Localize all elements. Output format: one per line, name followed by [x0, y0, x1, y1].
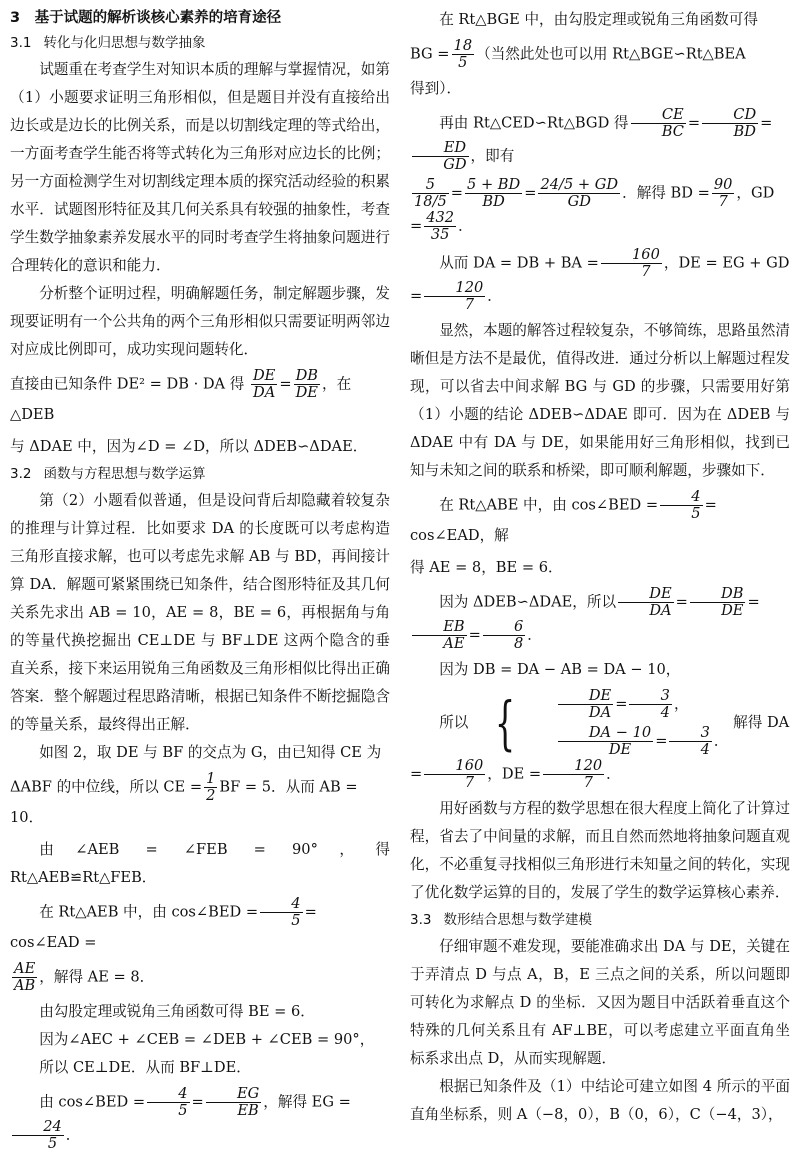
operator: = [468, 626, 481, 644]
equation-system-line [410, 688, 790, 791]
denominator: BC [631, 123, 686, 140]
system-rows [526, 688, 728, 758]
fraction [538, 177, 620, 210]
equation-line [410, 177, 790, 243]
fraction [412, 177, 449, 210]
equation-line [410, 107, 790, 173]
text: 在 Rt△AEB 中，由 cos∠BED = [39, 903, 259, 921]
equation-line [10, 368, 390, 429]
text: 因为 ΔDEB∽ΔDAE，所以 [439, 593, 617, 611]
denominator: 7 [543, 774, 604, 791]
operator: = [524, 184, 537, 202]
denominator: DA [558, 704, 614, 721]
equation-line [10, 771, 390, 832]
denominator: AE [412, 635, 467, 652]
section-number: 3.3 [410, 912, 432, 928]
paragraph: 由勾股定理或锐角三角函数可得 BE = 6． [39, 1003, 315, 1020]
numerator: EG [236, 1085, 260, 1102]
section-title: 转化与化归思想与数学抽象 [43, 35, 206, 51]
section-number: 3.2 [10, 466, 32, 482]
section-number: 3.1 [10, 35, 32, 51]
text: ，解得 AE = 8． [39, 968, 155, 986]
fraction [660, 489, 702, 522]
denominator: 18/5 [414, 193, 447, 210]
equation-line [10, 961, 390, 994]
denominator: 5 [260, 912, 302, 929]
operator: = [450, 184, 464, 202]
paragraph: 如图 2，取 DE 与 BF 的交点为 G，由已知得 CE 为 [39, 744, 382, 761]
text: ，DE = EG + GD = [410, 254, 790, 305]
text: 解得 DA = [410, 714, 790, 783]
denominator: 4 [629, 704, 671, 721]
fraction [12, 961, 37, 994]
denominator: EB [206, 1102, 262, 1119]
numerator: 4 [178, 1085, 188, 1102]
numerator: 24/5 + GD [540, 176, 619, 193]
section-title: 函数与方程思想与数学运算 [43, 466, 206, 482]
text: = cos∠EAD，解 [410, 496, 717, 544]
paragraph: 在 Rt△BGE 中，由勾股定理或锐角三角函数可得 [439, 11, 758, 28]
paragraph: 用好函数与方程的数学思想在很大程度上简化了计算过程，省去了中间量的求解，而且自然而然地将抽象问题直观化，不必重复寻找相似三角形进行未知量之间的转化，实现了优化数学运算的目的，发展了学生的数学运算核心素养． [410, 800, 790, 901]
operator: = [655, 732, 668, 750]
numerator: 1 [206, 770, 216, 787]
text: BF = 5．从而 AB = 10． [10, 778, 358, 826]
denominator: DE [558, 741, 654, 758]
text: ． [527, 626, 542, 644]
denominator: 5 [147, 1102, 189, 1119]
text: 所以 [439, 714, 469, 731]
denominator: DE [294, 384, 320, 401]
text: 再由 Rt△CED∽Rt△BGD 得 [439, 114, 629, 132]
numerator: 432 [426, 209, 455, 226]
equation-line [10, 896, 390, 957]
section-3-2-heading [10, 461, 390, 487]
paragraph: 所以 CE⊥DE．从而 BF⊥DE． [39, 1059, 251, 1076]
numerator: DA − 10 [588, 724, 652, 741]
numerator: 6 [514, 618, 524, 635]
numerator: 4 [691, 488, 701, 505]
fraction [712, 177, 735, 210]
equation-line [410, 489, 790, 550]
denominator: 7 [601, 263, 662, 280]
fraction [618, 586, 674, 619]
text: ． [713, 732, 729, 750]
denominator: 7 [712, 193, 735, 210]
fraction [424, 758, 485, 791]
paragraph: 根据已知条件及（1）中结论可建立如图 4 所示的平面直角坐标系，则 A（−8，0），B（0，6），C（−4，3）， [410, 1078, 790, 1123]
text: 直接由已知条件 DE² = DB · DA 得 [10, 375, 245, 393]
denominator: 4 [669, 741, 711, 758]
denominator: 2 [206, 787, 216, 804]
paragraph: 由∠AEB = ∠FEB = 90°，得 Rt△AEB≌Rt△FEB． [10, 841, 390, 886]
denominator: 7 [424, 774, 485, 791]
operator: = [747, 593, 760, 611]
fraction [12, 1119, 64, 1152]
denominator: 5 [660, 505, 702, 522]
text: ． [65, 1126, 81, 1144]
numerator: 5 [425, 176, 436, 193]
numerator: 18 [453, 37, 473, 54]
fraction [412, 619, 467, 652]
brace: { [495, 689, 516, 757]
numerator: 90 [713, 176, 733, 193]
fraction [452, 38, 475, 71]
operator: = [615, 695, 628, 713]
denominator: AB [14, 977, 36, 994]
operator: = [687, 114, 701, 132]
text: 由 cos∠BED = [39, 1093, 146, 1111]
numerator: 3 [660, 687, 670, 704]
numerator: 5 + BD [467, 176, 521, 193]
denominator: DE [690, 602, 746, 619]
text: 从而 DA = DB + BA = [439, 254, 599, 272]
numerator: 120 [455, 279, 484, 296]
numerator: DE [588, 687, 612, 704]
text: ． [487, 287, 502, 305]
operator: = [279, 375, 292, 393]
fraction [412, 140, 469, 173]
equation-line [10, 1086, 390, 1152]
denominator: 8 [483, 635, 525, 652]
numerator: CD [733, 106, 757, 123]
text: ，在△DEB [10, 375, 352, 423]
equation-line [410, 586, 790, 652]
text: = cos∠EAD = [10, 903, 317, 951]
paragraph: 第（2）小题看似普通，但是设问背后却隐藏着较复杂的推理与计算过程．比如要求 DA 的长度既可以考虑构造三角形直接求解，也可以考虑先求解 AB 与 BD，再间接计算 DA．解题可紧紧围绕已知条件，结合图形特征及其几何关系先求出 AB = 10，AE = 8，BE = 6，再根据角与角的等量代换挖掘出 CE⊥DE 与 BF⊥DE 这两个隐含的垂直关系，接下来运用锐角三角函数及三角形相似比得出正确答案．整个解题过程思路清晰，根据已知条件不断挖掘隐含的等量关系，最终得出正解． [10, 492, 390, 733]
fraction [631, 107, 686, 140]
fraction [465, 177, 522, 210]
numerator: ED [443, 139, 467, 156]
text: ΔABF 的中位线，所以 CE = [10, 778, 203, 796]
numerator: 120 [574, 757, 603, 774]
fraction [669, 725, 711, 758]
denominator: DA [251, 384, 277, 401]
fraction [294, 368, 320, 401]
section-3-1-heading [10, 30, 390, 56]
denominator: GD [412, 156, 469, 173]
text: ． [606, 765, 621, 783]
fraction [147, 1086, 189, 1119]
denominator: 7 [424, 296, 485, 313]
text: ， [673, 695, 689, 713]
fraction [260, 896, 302, 929]
text: ，GD = [410, 184, 775, 235]
equation-line [410, 247, 790, 313]
text: ，DE = [487, 765, 542, 783]
denominator: DA [618, 602, 674, 619]
fraction [558, 725, 654, 758]
text: ． [458, 217, 473, 235]
system-row [526, 725, 728, 758]
left-column [10, 6, 390, 1156]
operator: = [191, 1093, 204, 1111]
denominator: 5 [452, 54, 475, 71]
paragraph: 得 AE = 8，BE = 6． [410, 559, 563, 576]
text: BG = [410, 45, 450, 63]
fraction [558, 688, 614, 721]
text: ，即有 [470, 147, 515, 165]
numerator: 160 [632, 246, 660, 263]
numerator: EB [443, 618, 465, 635]
text: （当然此处也可以用 Rt△BGE∽Rt△BEA [476, 45, 746, 63]
denominator: BD [702, 123, 758, 140]
text: ，解得 EG = [263, 1093, 351, 1111]
text: 在 Rt△ABE 中，由 cos∠BED = [439, 496, 659, 514]
paragraph: 仔细审题不难发现，要能准确求出 DA 与 DE，关键在于弄清点 D 与点 A，B，E 三点之间的关系，所以问题即可转化为求解点 D 的坐标．又因为题目中活跃着垂直这个特殊的几何关系且有 AF⊥BE，可以考虑建立平面直角坐标系求出点 D，从而实现解题． [410, 938, 790, 1067]
operator: = [675, 593, 688, 611]
fraction [204, 771, 217, 804]
fraction [702, 107, 758, 140]
fraction [206, 1086, 262, 1119]
numerator: DE [649, 585, 672, 602]
fraction [424, 210, 456, 243]
paragraph: 因为 DB = DA − AB = DA − 10， [439, 661, 681, 678]
numerator: 24 [43, 1118, 62, 1135]
section-title: 数形结合思想与数学建模 [443, 912, 592, 928]
fraction [629, 688, 671, 721]
numerator: DE [252, 367, 276, 384]
paragraph: 与 ΔDAE 中，因为∠D = ∠D，所以 ΔDEB∽ΔDAE． [10, 438, 368, 455]
right-column [410, 6, 790, 1129]
paragraph: 显然，本题的解答过程较复杂，不够简练，思路虽然清晰但是方法不是最优，值得改进．通过分析以上解题过程发现，可以省去中间求解 BG 与 GD 的步骤，只需要用好第（1）小题的结论 ΔDEB∽ΔDAE 即可．因为在 ΔDEB 与 ΔDAE 中有 DA 与 DE，如果能用好三角形相似，找到已知与未知之间的联系和桥梁，即可顺利解题，步骤如下． [410, 322, 790, 479]
denominator: GD [538, 193, 620, 210]
fraction [543, 758, 604, 791]
paragraph: 得到）． [410, 80, 462, 97]
numerator: DB [721, 585, 744, 602]
paragraph: 试题重在考查学生对知识本质的理解与掌握情况，如第（1）小题要求证明三角形相似，但是题目并没有直接给出边长或是边长的比例关系，而是以切割线定理的等式给出，一方面考查学生能否将等式转化为三角形对应边长的比例；另一方面检测学生对切割线定理本质的探究活动经验的积累水平．试题图形特征及其几何关系具有较强的抽象性，考查学生数学抽象素养发展水平的同时考查学生将抽象问题进行合理转化的意识和能力． [10, 61, 390, 274]
numerator: AE [14, 960, 36, 977]
text: ．解得 BD = [622, 184, 710, 202]
numerator: 160 [455, 757, 484, 774]
section-3-heading: 3 基于试题的解析谈核心素养的培育途径 [10, 10, 282, 26]
equation-system [468, 688, 728, 758]
paragraph: 因为∠AEC + ∠CEB = ∠DEB + ∠CEB = 90°， [39, 1031, 375, 1048]
fraction [483, 619, 525, 652]
denominator: BD [465, 193, 522, 210]
section-3-3-heading [410, 907, 790, 933]
numerator: DB [295, 367, 318, 384]
denominator: 5 [12, 1135, 64, 1152]
operator: = [760, 114, 773, 132]
fraction [690, 586, 746, 619]
fraction [601, 247, 662, 280]
denominator: 35 [424, 226, 456, 243]
equation-line [410, 38, 790, 71]
fraction [424, 280, 485, 313]
paragraph: 分析整个证明过程，明确解题任务，制定解题步骤，发现要证明有一个公共角的两个三角形相似只需要证明两邻边对应成比例即可，成功实现问题转化． [10, 285, 390, 358]
fraction [251, 368, 277, 401]
numerator: 3 [700, 724, 710, 741]
numerator: 4 [291, 895, 301, 912]
system-row [526, 688, 728, 721]
numerator: CE [661, 106, 684, 123]
